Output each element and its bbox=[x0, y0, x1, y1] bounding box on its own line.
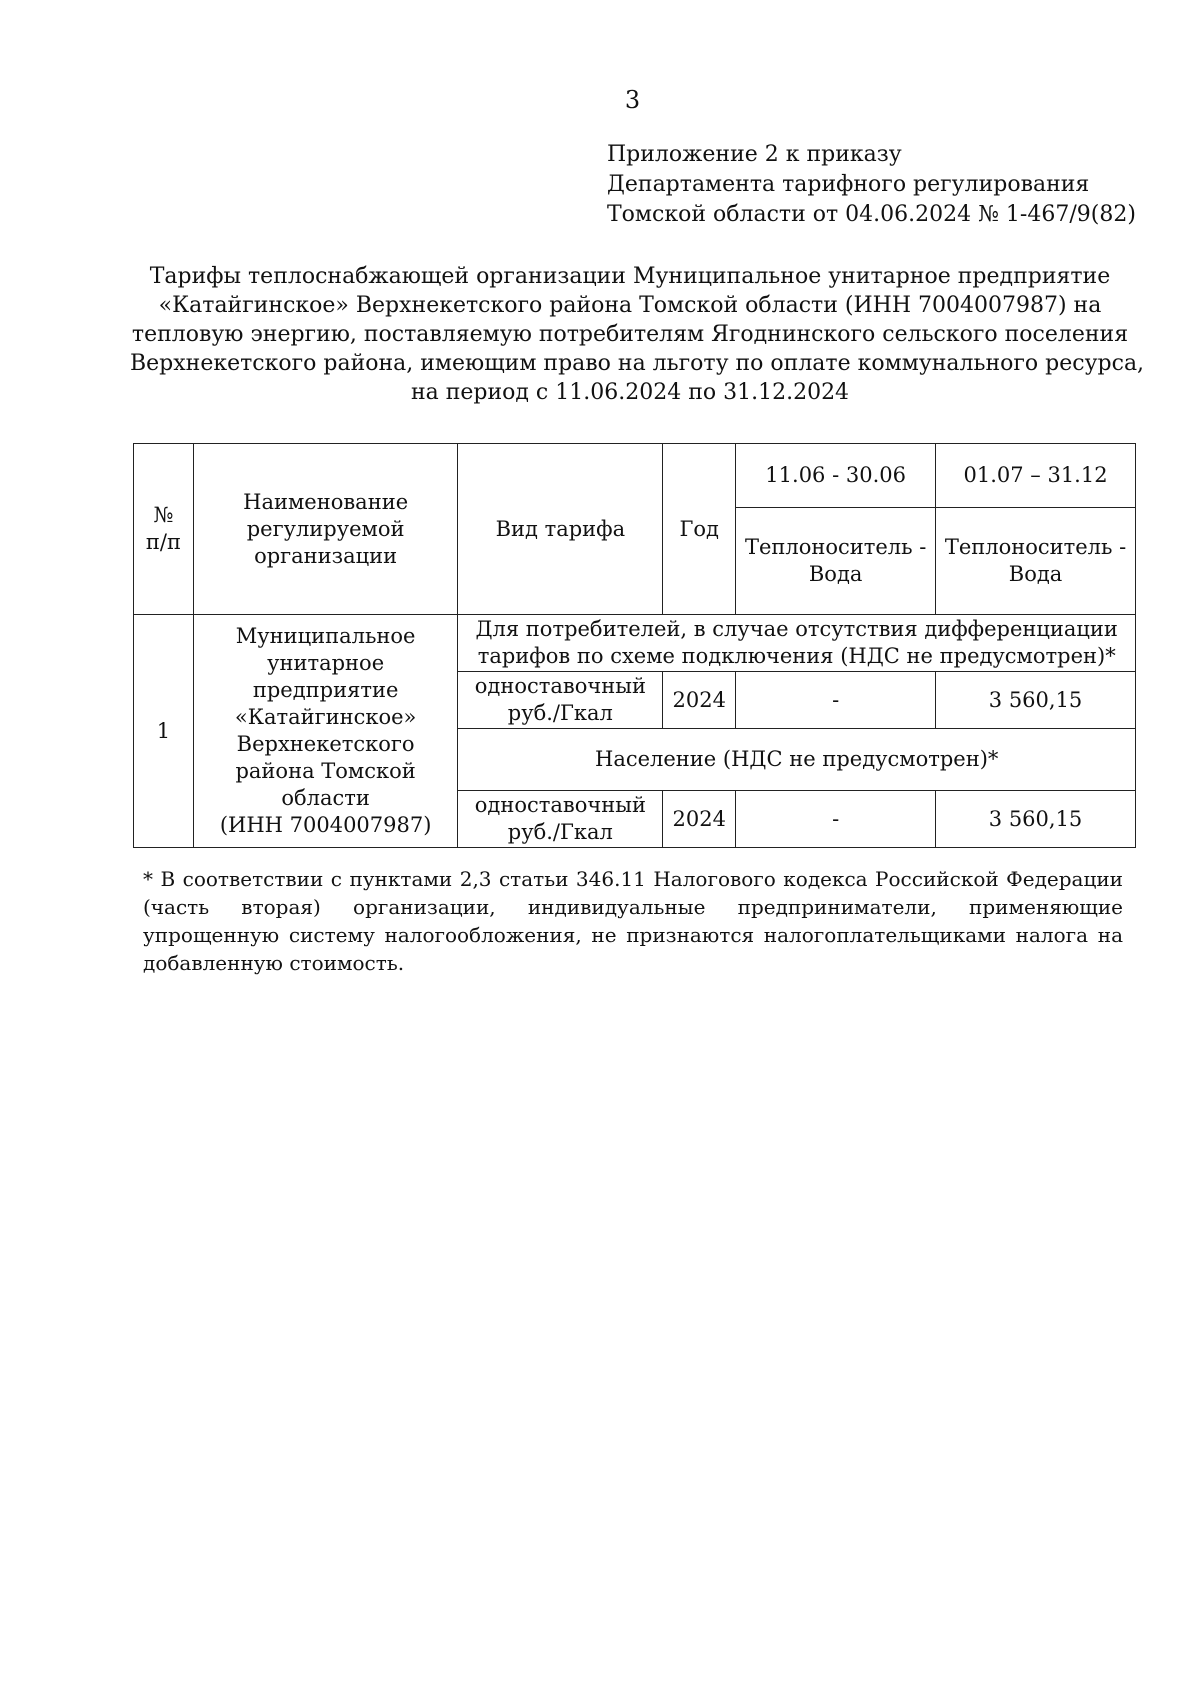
header-organization-line: регулируемой bbox=[246, 516, 405, 541]
document-title bbox=[130, 262, 1145, 407]
tariff-type-cell bbox=[458, 791, 663, 848]
header-number-line: № bbox=[153, 503, 174, 527]
header-organization bbox=[193, 444, 458, 615]
organization-line: Верхнекетского bbox=[236, 732, 415, 756]
organization-line: области bbox=[281, 786, 370, 810]
year-cell: 2024 bbox=[663, 672, 736, 729]
appendix-line: Томской области от 04.06.2024 № 1-467/9(82) bbox=[607, 202, 1136, 227]
appendix-reference bbox=[607, 140, 1136, 230]
title-line: на период с 11.06.2024 по 31.12.2024 bbox=[410, 380, 850, 405]
section-population: Население (НДС не предусмотрен)* bbox=[458, 729, 1136, 791]
header-carrier-line: Вода bbox=[808, 562, 863, 586]
row-number: 1 bbox=[134, 615, 194, 848]
tariff-type-line: одноставочный bbox=[474, 674, 646, 698]
header-carrier-1 bbox=[736, 508, 936, 615]
organization-line: Муниципальное bbox=[235, 624, 416, 648]
organization-name bbox=[193, 615, 458, 848]
title-line: Верхнекетского района, имеющим право на льготу по оплате коммунального ресурса, bbox=[130, 351, 1145, 376]
header-year: Год bbox=[663, 444, 736, 615]
organization-line: района Томской bbox=[235, 759, 416, 783]
tariff-type-cell bbox=[458, 672, 663, 729]
header-period-2: 01.07 – 31.12 bbox=[936, 444, 1136, 508]
title-line: «Катайгинское» Верхнекетского района Томской области (ИНН 7004007987) на bbox=[158, 293, 1102, 318]
header-tariff-type: Вид тарифа bbox=[458, 444, 663, 615]
organization-line: «Катайгинское» bbox=[234, 705, 417, 729]
tariff-table bbox=[133, 443, 1136, 848]
title-line: тепловую энергию, поставляемую потребителям Ягоднинского сельского поселения bbox=[131, 322, 1129, 347]
page-number: 3 bbox=[624, 86, 641, 114]
header-organization-line: организации bbox=[254, 543, 398, 568]
tariff-type-line: одноставочный bbox=[474, 793, 646, 817]
appendix-line: Приложение 2 к приказу bbox=[607, 142, 902, 167]
header-carrier-line: Вода bbox=[1008, 562, 1063, 586]
organization-line: унитарное bbox=[267, 651, 385, 675]
section-line: Для потребителей, в случае отсутствия дифференциации bbox=[475, 617, 1118, 641]
appendix-line: Департамента тарифного регулирования bbox=[607, 172, 1090, 197]
header-number bbox=[134, 444, 194, 615]
value-period-1: - bbox=[736, 672, 936, 729]
section-line: тарифов по схеме подключения (НДС не предусмотрен)* bbox=[477, 644, 1116, 668]
value-period-2: 3 560,15 bbox=[936, 672, 1136, 729]
organization-line: предприятие bbox=[252, 678, 399, 702]
header-period-1: 11.06 - 30.06 bbox=[736, 444, 936, 508]
tariff-type-line: руб./Гкал bbox=[507, 701, 613, 725]
value-period-2: 3 560,15 bbox=[936, 791, 1136, 848]
year-cell: 2024 bbox=[663, 791, 736, 848]
header-number-line: п/п bbox=[145, 530, 181, 554]
organization-line: (ИНН 7004007987) bbox=[219, 813, 432, 837]
header-carrier-line: Теплоноситель - bbox=[744, 535, 927, 559]
header-organization-line: Наименование bbox=[243, 489, 409, 514]
header-carrier-line: Теплоноситель - bbox=[944, 535, 1127, 559]
title-line: Тарифы теплоснабжающей организации Муниципальное унитарное предприятие bbox=[149, 264, 1111, 289]
footnote: * В соответствии с пунктами 2,3 статьи 346.11 Налогового кодекса Российской Федерации (часть вторая) организации, индивидуальные предприниматели, применяющие упрощенную систему налогообложения, не признаются налогоплательщиками налога на добавленную стоимость. bbox=[143, 867, 1123, 975]
section-consumers bbox=[458, 615, 1136, 672]
value-period-1: - bbox=[736, 791, 936, 848]
tariff-type-line: руб./Гкал bbox=[507, 820, 613, 844]
header-carrier-2 bbox=[936, 508, 1136, 615]
